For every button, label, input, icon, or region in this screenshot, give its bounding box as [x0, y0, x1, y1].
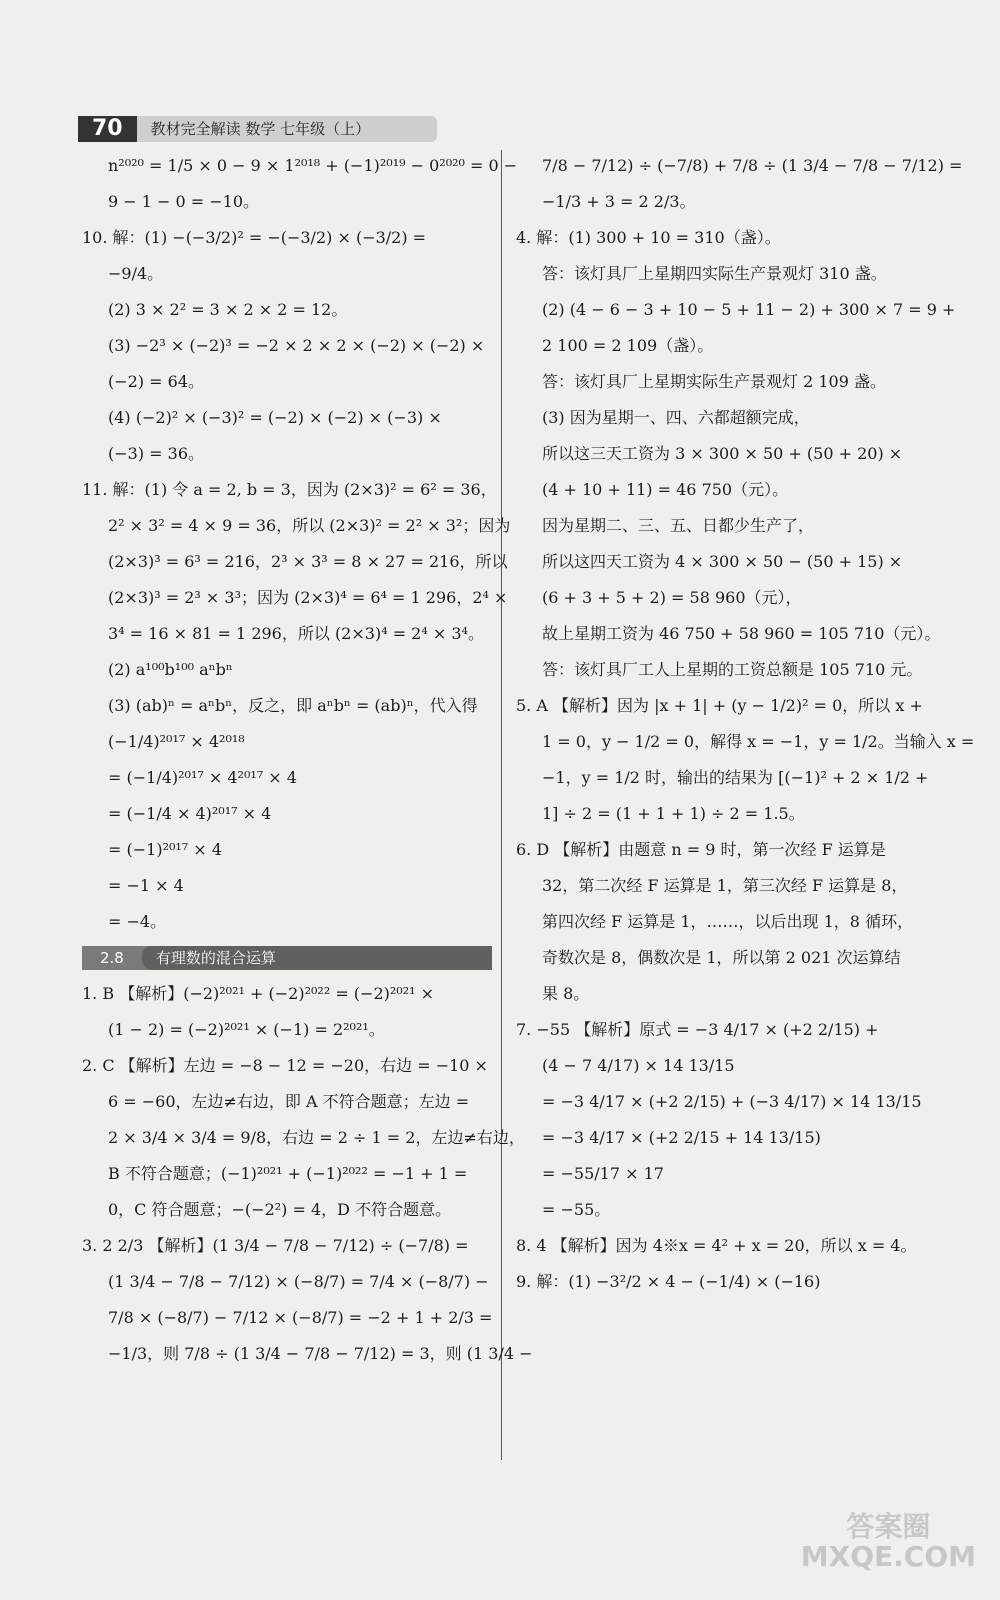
answer-heading-line: 2. C 【解析】左边 = −8 − 12 = −20，右边 = −10 × [82, 1056, 488, 1075]
answer-line: = −3 4/17 × (+2 2/15) + (−3 4/17) × 14 13/15 [542, 1092, 922, 1111]
watermark-logo [801, 1512, 976, 1572]
answer-line: (3) 因为星期一、四、六都超额完成， [542, 408, 810, 427]
answer-line: 奇数次是 8，偶数次是 1，所以第 2 021 次运算结 [542, 948, 901, 967]
answer-line: −1/3，则 7/8 ÷ (1 3/4 − 7/8 − 7/12) = 3，则 (1 3/4 − [108, 1344, 533, 1363]
answer-line: (2) (4 − 6 − 3 + 10 − 5 + 11 − 2) + 300 × 7 = 9 + [542, 300, 956, 319]
answer-line: 第四次经 F 运算是 1，……，以后出现 1，8 循环， [542, 912, 914, 931]
answer-line: 所以这四天工资为 4 × 300 × 50 − (50 + 15) × [542, 552, 903, 571]
answer-line: 2 100 = 2 109（盏）。 [542, 336, 714, 355]
answer-line: 7/8 × (−8/7) − 7/12 × (−8/7) = −2 + 1 + 2/3 = [108, 1308, 493, 1327]
answer-line: 1 = 0，y − 1/2 = 0，解得 x = −1，y = 1/2。当输入 x = [542, 732, 975, 751]
answer-line: 32，第二次经 F 运算是 1，第三次经 F 运算是 8， [542, 876, 908, 895]
answer-line: 故上星期工资为 46 750 + 58 960 = 105 710（元）。 [542, 624, 941, 643]
answer-line: 答：该灯具厂工人上星期的工资总额是 105 710 元。 [542, 660, 923, 679]
answer-line: 2² × 3² = 4 × 9 = 36，所以 (2×3)² = 2² × 3²；因为 [108, 516, 511, 535]
answer-line: = −55/17 × 17 [542, 1164, 664, 1183]
answer-heading-line: 6. D 【解析】由题意 n = 9 时，第一次经 F 运算是 [516, 840, 886, 859]
answer-line: (4) (−2)² × (−3)² = (−2) × (−2) × (−3) × [108, 408, 442, 427]
answer-line: (3) (ab)ⁿ = aⁿbⁿ，反之，即 aⁿbⁿ = (ab)ⁿ，代入得 [108, 696, 478, 715]
column-divider [501, 150, 502, 1460]
answer-line: 2 × 3/4 × 3/4 = 9/8，右边 = 2 ÷ 1 = 2，左边≠右边， [108, 1128, 525, 1147]
page-header [78, 116, 437, 142]
answer-line: 3⁴ = 16 × 81 = 1 296，所以 (2×3)⁴ = 2⁴ × 3⁴。 [108, 624, 484, 643]
watermark-text: 答案圈 [846, 1510, 931, 1543]
answer-line: 9 − 1 − 0 = −10。 [108, 192, 260, 211]
answer-line: −1，y = 1/2 时，输出的结果为 [(−1)² + 2 × 1/2 + [542, 768, 929, 787]
section-header [82, 946, 492, 970]
answer-heading-line: 4. 解：(1) 300 + 10 = 310（盏）。 [516, 228, 781, 247]
right-column [516, 148, 975, 1300]
answer-line: B 不符合题意；(−1)²⁰²¹ + (−1)²⁰²² = −1 + 1 = [108, 1164, 468, 1183]
watermark-url: MXQE.COM [800, 1540, 976, 1573]
answer-heading-line: 3. 2 2/3 【解析】(1 3/4 − 7/8 − 7/12) ÷ (−7/8) = [82, 1236, 469, 1255]
answer-line: (3) −2³ × (−2)³ = −2 × 2 × 2 × (−2) × (−2) × [108, 336, 485, 355]
answer-heading-line: 5. A 【解析】因为 |x + 1| + (y − 1/2)² = 0，所以 x + [516, 696, 923, 715]
answer-heading-line: 8. 4 【解析】因为 4※x = 4² + x = 20，所以 x = 4。 [516, 1236, 917, 1255]
answer-line: 答：该灯具厂上星期四实际生产景观灯 310 盏。 [542, 264, 887, 283]
answer-line: (2) a¹⁰⁰b¹⁰⁰ aⁿbⁿ [108, 660, 233, 679]
answer-heading-line: 10. 解：(1) −(−3/2)² = −(−3/2) × (−3/2) = [82, 228, 427, 247]
answer-line: 果 8。 [542, 984, 590, 1003]
left-answers-b [82, 976, 533, 1372]
answer-line: (6 + 3 + 5 + 2) = 58 960（元）， [542, 588, 802, 607]
answer-line: (−3) = 36。 [108, 444, 205, 463]
answer-line: (2×3)³ = 2³ × 3³；因为 (2×3)⁴ = 6⁴ = 1 296，2⁴ × [108, 588, 508, 607]
answer-line: (2×3)³ = 6³ = 216，2³ × 3³ = 8 × 27 = 216，所以 [108, 552, 508, 571]
left-column [82, 148, 533, 1372]
answer-line: = (−1/4)²⁰¹⁷ × 4²⁰¹⁷ × 4 [108, 768, 297, 787]
left-answers-a [82, 148, 518, 940]
answer-line: (2) 3 × 2² = 3 × 2 × 2 = 12。 [108, 300, 348, 319]
book-title: 教材完全解读 数学 七年级（上） [137, 116, 437, 142]
answer-line: 所以这三天工资为 3 × 300 × 50 + (50 + 20) × [542, 444, 903, 463]
page-number: 70 [78, 116, 137, 142]
answer-line: 7/8 − 7/12) ÷ (−7/8) + 7/8 ÷ (1 3/4 − 7/8 − 7/12) = [542, 156, 963, 175]
answer-line: 0，C 符合题意；−(−2²) = 4，D 不符合题意。 [108, 1200, 452, 1219]
answer-line: (1 3/4 − 7/8 − 7/12) × (−8/7) = 7/4 × (−8/7) − [108, 1272, 489, 1291]
answer-heading-line: 9. 解：(1) −3²/2 × 4 − (−1/4) × (−16) [516, 1272, 821, 1291]
answer-line: n²⁰²⁰ = 1/5 × 0 − 9 × 1²⁰¹⁸ + (−1)²⁰¹⁹ − 0²⁰²⁰ = 0 − [108, 156, 518, 175]
answer-line: 因为星期二、三、五、日都少生产了， [542, 516, 815, 535]
answer-line: = −55。 [542, 1200, 611, 1219]
answer-heading-line: 7. −55 【解析】原式 = −3 4/17 × (+2 2/15) + [516, 1020, 879, 1039]
answer-line: = (−1)²⁰¹⁷ × 4 [108, 840, 222, 859]
answer-heading-line: 11. 解：(1) 令 a = 2, b = 3，因为 (2×3)² = 6² = 36， [82, 480, 497, 499]
answer-line: −9/4。 [108, 264, 164, 283]
answer-line: 6 = −60，左边≠右边，即 A 不符合题意；左边 = [108, 1092, 470, 1111]
answer-heading-line: 1. B 【解析】(−2)²⁰²¹ + (−2)²⁰²² = (−2)²⁰²¹ × [82, 984, 435, 1003]
answer-line: (−1/4)²⁰¹⁷ × 4²⁰¹⁸ [108, 732, 245, 751]
right-answers [516, 148, 975, 1300]
answer-line: = −4。 [108, 912, 167, 931]
answer-line: (4 + 10 + 11) = 46 750（元）。 [542, 480, 789, 499]
answer-line: (−2) = 64。 [108, 372, 205, 391]
answer-line: −1/3 + 3 = 2 2/3。 [542, 192, 696, 211]
answer-line: 1] ÷ 2 = (1 + 1 + 1) ÷ 2 = 1.5。 [542, 804, 805, 823]
answer-line: = −1 × 4 [108, 876, 184, 895]
answer-line: 答：该灯具厂上星期实际生产景观灯 2 109 盏。 [542, 372, 886, 391]
answer-line: (4 − 7 4/17) × 14 13/15 [542, 1056, 735, 1075]
section-title: 有理数的混合运算 [142, 946, 492, 970]
answer-line: = (−1/4 × 4)²⁰¹⁷ × 4 [108, 804, 272, 823]
answer-line: = −3 4/17 × (+2 2/15 + 14 13/15) [542, 1128, 821, 1147]
answer-line: (1 − 2) = (−2)²⁰²¹ × (−1) = 2²⁰²¹。 [108, 1020, 385, 1039]
section-number: 2.8 [100, 949, 124, 967]
